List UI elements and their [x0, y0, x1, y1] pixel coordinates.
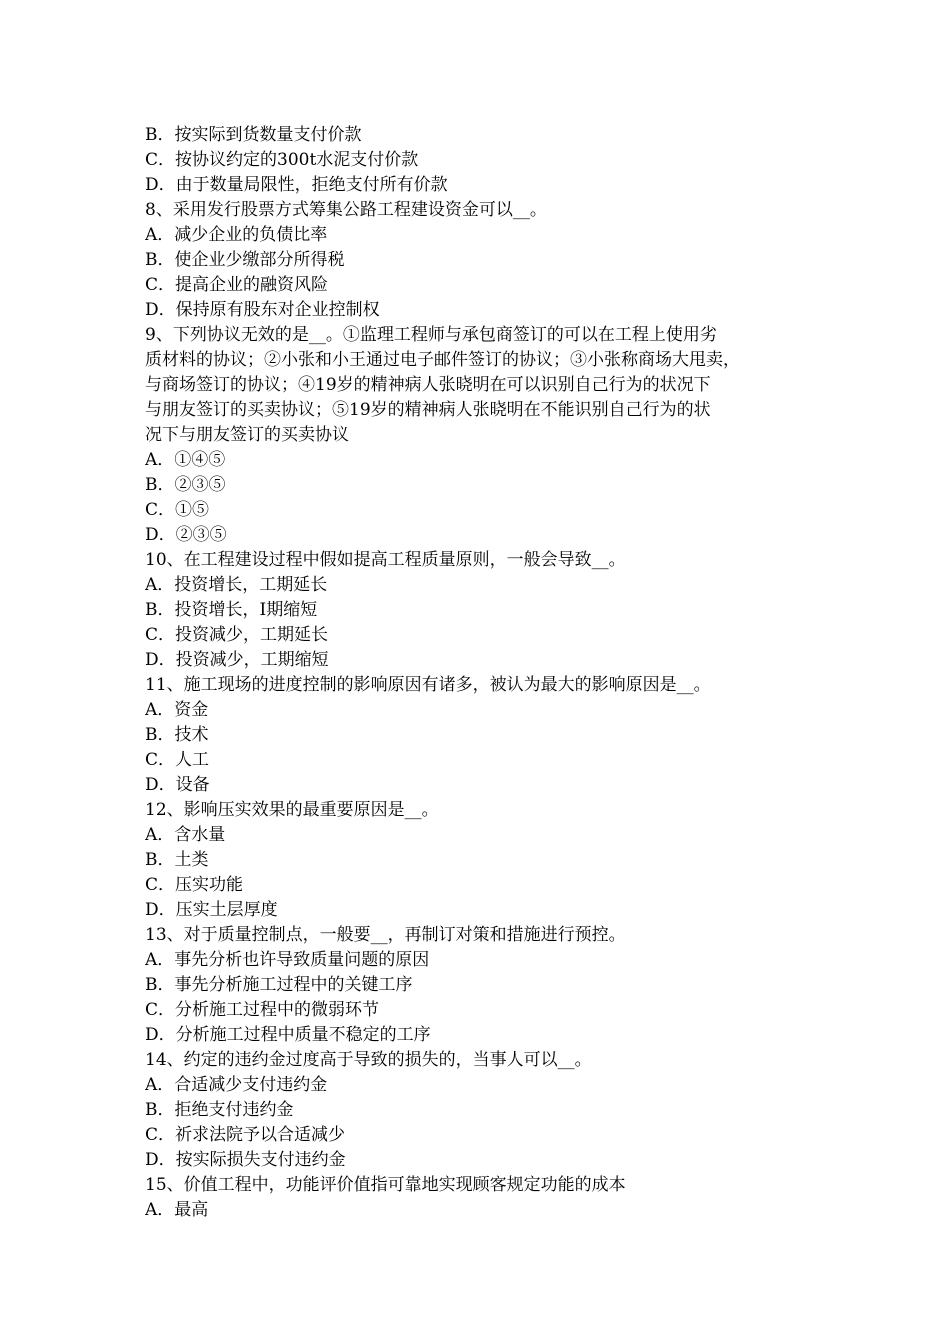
- option-c-line: C．按协议约定的300t水泥支付价款: [145, 150, 419, 170]
- q8-option-b: B．使企业少缴部分所得税: [145, 250, 345, 270]
- q13-option-a: A．事先分析也许导致质量问题的原因: [145, 950, 430, 970]
- document-page: [145, 123, 815, 1223]
- question-15: 15、价值工程中，功能评价值指可靠地实现顾客规定功能的成本: [145, 1175, 626, 1195]
- q14-option-a: A．合适减少支付违约金: [145, 1075, 328, 1095]
- question-13: 13、对于质量控制点，一般要__，再制订对策和措施进行预控。: [145, 925, 626, 945]
- q8-option-c: C．提高企业的融资风险: [145, 275, 329, 295]
- option-b-line: B．按实际到货数量支付价款: [145, 125, 362, 145]
- question-9-line-1: 9、下列协议无效的是__。①监理工程师与承包商签订的可以在工程上使用劣: [145, 325, 717, 345]
- question-9-line-2: 质材料的协议；②小张和小王通过电子邮件签订的协议；③小张称商场大甩卖，: [145, 350, 740, 370]
- q12-option-d: D．压实土层厚度: [145, 900, 278, 920]
- q10-option-a: A．投资增长，工期延长: [145, 575, 328, 595]
- q11-option-b: B．技术: [145, 725, 209, 745]
- q12-option-c: C．压实功能: [145, 875, 244, 895]
- q14-option-d: D．按实际损失支付违约金: [145, 1150, 346, 1170]
- question-10: 10、在工程建设过程中假如提高工程质量原则，一般会导致__。: [145, 550, 626, 570]
- q11-option-c: C．人工: [145, 750, 210, 770]
- q13-option-d: D．分析施工过程中质量不稳定的工序: [145, 1025, 431, 1045]
- q12-option-b: B．土类: [145, 850, 209, 870]
- q9-option-c: C．①⑤: [145, 500, 210, 520]
- q9-option-b: B．②③⑤: [145, 475, 226, 495]
- option-d-line: D．由于数量局限性，拒绝支付所有价款: [145, 175, 448, 195]
- q14-option-b: B．拒绝支付违约金: [145, 1100, 294, 1120]
- question-14: 14、约定的违约金过度高于导致的损失的，当事人可以__。: [145, 1050, 592, 1070]
- question-11: 11、施工现场的进度控制的影响原因有诸多，被认为最大的影响原因是__。: [145, 675, 711, 695]
- q9-option-d: D．②③⑤: [145, 525, 227, 545]
- q14-option-c: C．祈求法院予以合适减少: [145, 1125, 346, 1145]
- q13-option-b: B．事先分析施工过程中的关键工序: [145, 975, 413, 995]
- question-9-line-4: 与朋友签订的买卖协议；⑤19岁的精神病人张晓明在不能识别自己行为的状: [145, 400, 711, 420]
- q9-option-a: A．①④⑤: [145, 450, 226, 470]
- q12-option-a: A．含水量: [145, 825, 226, 845]
- question-8: 8、采用发行股票方式筹集公路工程建设资金可以__。: [145, 200, 547, 220]
- q10-option-c: C．投资减少，工期延长: [145, 625, 329, 645]
- q13-option-c: C．分析施工过程中的微弱环节: [145, 1000, 380, 1020]
- q8-option-a: A．减少企业的负债比率: [145, 225, 328, 245]
- question-12: 12、影响压实效果的最重要原因是__。: [145, 800, 439, 820]
- q11-option-a: A．资金: [145, 700, 209, 720]
- q8-option-d: D．保持原有股东对企业控制权: [145, 300, 380, 320]
- q10-option-b: B．投资增长，I期缩短: [145, 600, 318, 620]
- q10-option-d: D．投资减少，工期缩短: [145, 650, 329, 670]
- q11-option-d: D．设备: [145, 775, 210, 795]
- q15-option-a: A．最高: [145, 1200, 209, 1220]
- question-9-line-5: 况下与朋友签订的买卖协议: [145, 425, 349, 445]
- question-9-line-3: 与商场签订的协议；④19岁的精神病人张晓明在可以识别自己行为的状况下: [145, 375, 711, 395]
